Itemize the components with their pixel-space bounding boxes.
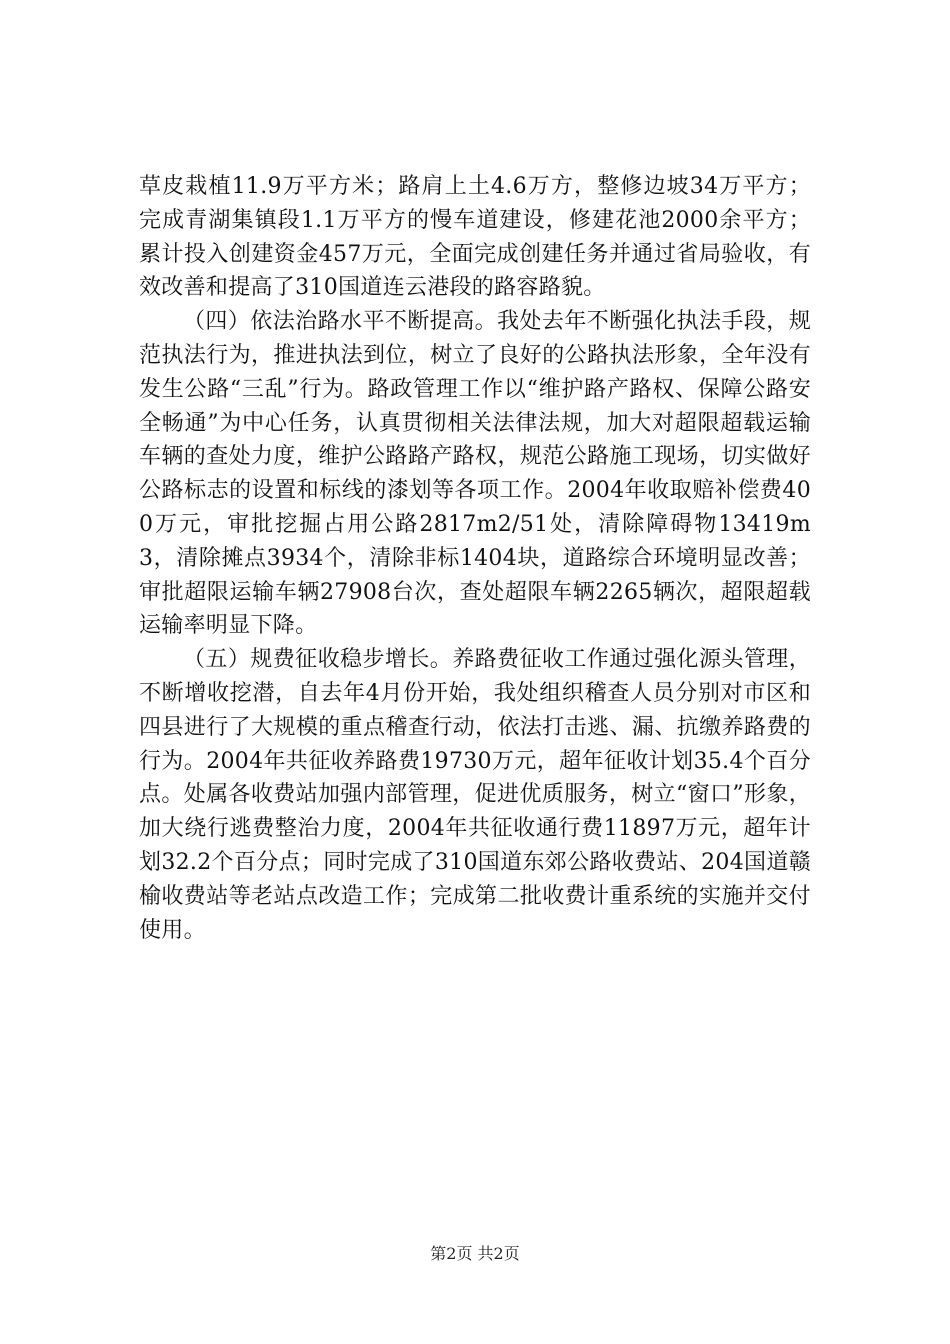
document-body xyxy=(139,170,811,947)
paragraph-continuation: 草皮栽植11.9万平方米；路肩上土4.6万方，整修边坡34万平方；完成青湖集镇段1.1万平方的慢车道建设，修建花池2000余平方；累计投入创建资金457万元，全面完成创建任务并通过省局验收，有效改善和提高了310国道连云港段的路容路貌。 xyxy=(139,174,811,301)
page-footer: 第2页 共2页 xyxy=(430,1244,520,1263)
paragraph-section-4-law-enforcement: （四）依法治路水平不断提高。我处去年不断强化执法手段，规范执法行为，推进执法到位，树立了良好的公路执法形象，全年没有发生公路“三乱”行为。路政管理工作以“维护路产路权、保障公路安全畅通”为中心任务，认真贯彻相关法律法规，加大对超限超载运输车辆的查处力度，维护公路路产路权，规范公路施工现场，切实做好公路标志的设置和标线的漆划等各项工作。2004年收取赔补偿费400万元，审批挖掘占用公路2817m2/51处，清除障碍物13419m3，清除摊点3934个，清除非标1404块，道路综合环境明显改善；审批超限运输车辆27908台次，查处超限车辆2265辆次，超限超载运输率明显下降。 xyxy=(139,309,811,639)
paragraph-section-5-fee-collection: （五）规费征收稳步增长。养路费征收工作通过强化源头管理，不断增收挖潜，自去年4月份开始，我处组织稽查人员分别对市区和四县进行了大规模的重点稽查行动，依法打击逃、漏、抗缴养路费的行为。2004年共征收养路费19730万元，超年征收计划35.4个百分点。处属各收费站加强内部管理，促进优质服务，树立“窗口”形象，加大绕行逃费整治力度，2004年共征收通行费11897万元，超年计划32.2个百分点；同时完成了310国道东郊公路收费站、204国道赣榆收费站等老站点改造工作；完成第二批收费计重系统的实施并交付使用。 xyxy=(139,647,811,943)
